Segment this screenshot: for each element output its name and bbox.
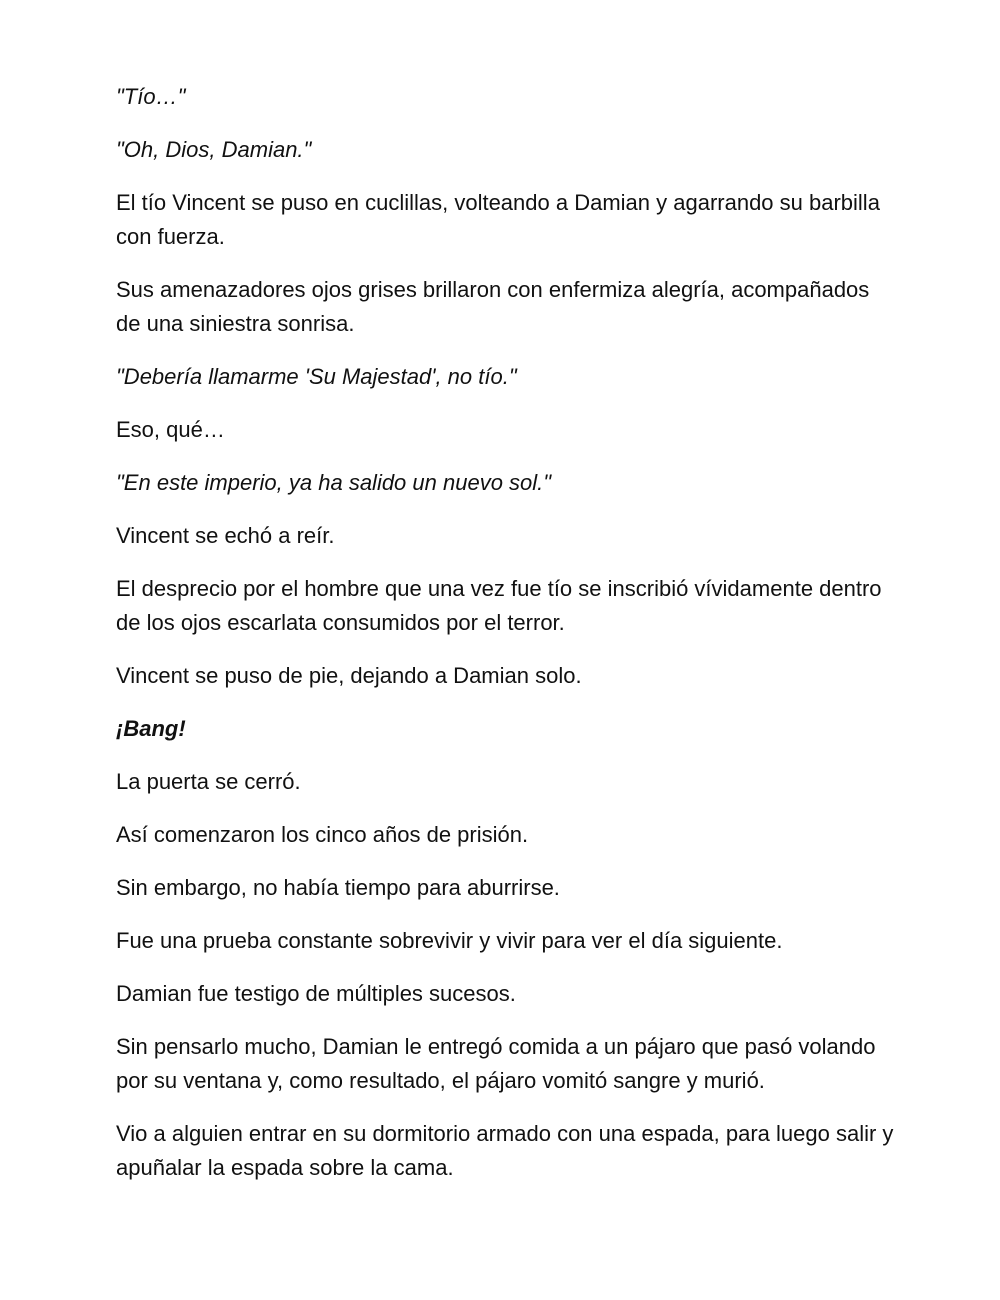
document-page (116, 80, 896, 1204)
sound-effect-paragraph: ¡Bang! (116, 716, 186, 741)
narrative-paragraph: Así comenzaron los cinco años de prisión. (116, 822, 529, 847)
narrative-paragraph: Eso, qué… (116, 417, 225, 442)
narrative-paragraph: El desprecio por el hombre que una vez fue tío se inscribió vívidamente dentro de los ojos escarlata consumidos por el terror. (116, 576, 882, 635)
narrative-paragraph: Damian fue testigo de múltiples sucesos. (116, 981, 516, 1006)
narrative-paragraph: Vincent se echó a reír. (116, 523, 335, 548)
narrative-paragraph: El tío Vincent se puso en cuclillas, volteando a Damian y agarrando su barbilla con fuerza. (116, 190, 880, 249)
narrative-paragraph: Vio a alguien entrar en su dormitorio armado con una espada, para luego salir y apuñalar la espada sobre la cama. (116, 1121, 894, 1180)
dialogue-paragraph: "Debería llamarme 'Su Majestad', no tío." (116, 364, 517, 389)
narrative-paragraph: Fue una prueba constante sobrevivir y vivir para ver el día siguiente. (116, 928, 783, 953)
narrative-paragraph: Sus amenazadores ojos grises brillaron con enfermiza alegría, acompañados de una siniestra sonrisa. (116, 277, 870, 336)
dialogue-paragraph: "Oh, Dios, Damian." (116, 137, 312, 162)
narrative-paragraph: Vincent se puso de pie, dejando a Damian solo. (116, 663, 582, 688)
dialogue-paragraph: "En este imperio, ya ha salido un nuevo sol." (116, 470, 552, 495)
dialogue-paragraph: "Tío…" (116, 84, 186, 109)
narrative-paragraph: La puerta se cerró. (116, 769, 301, 794)
narrative-paragraph: Sin pensarlo mucho, Damian le entregó comida a un pájaro que pasó volando por su ventana y, como resultado, el pájaro vomitó sangre y murió. (116, 1034, 876, 1093)
narrative-paragraph: Sin embargo, no había tiempo para aburrirse. (116, 875, 560, 900)
